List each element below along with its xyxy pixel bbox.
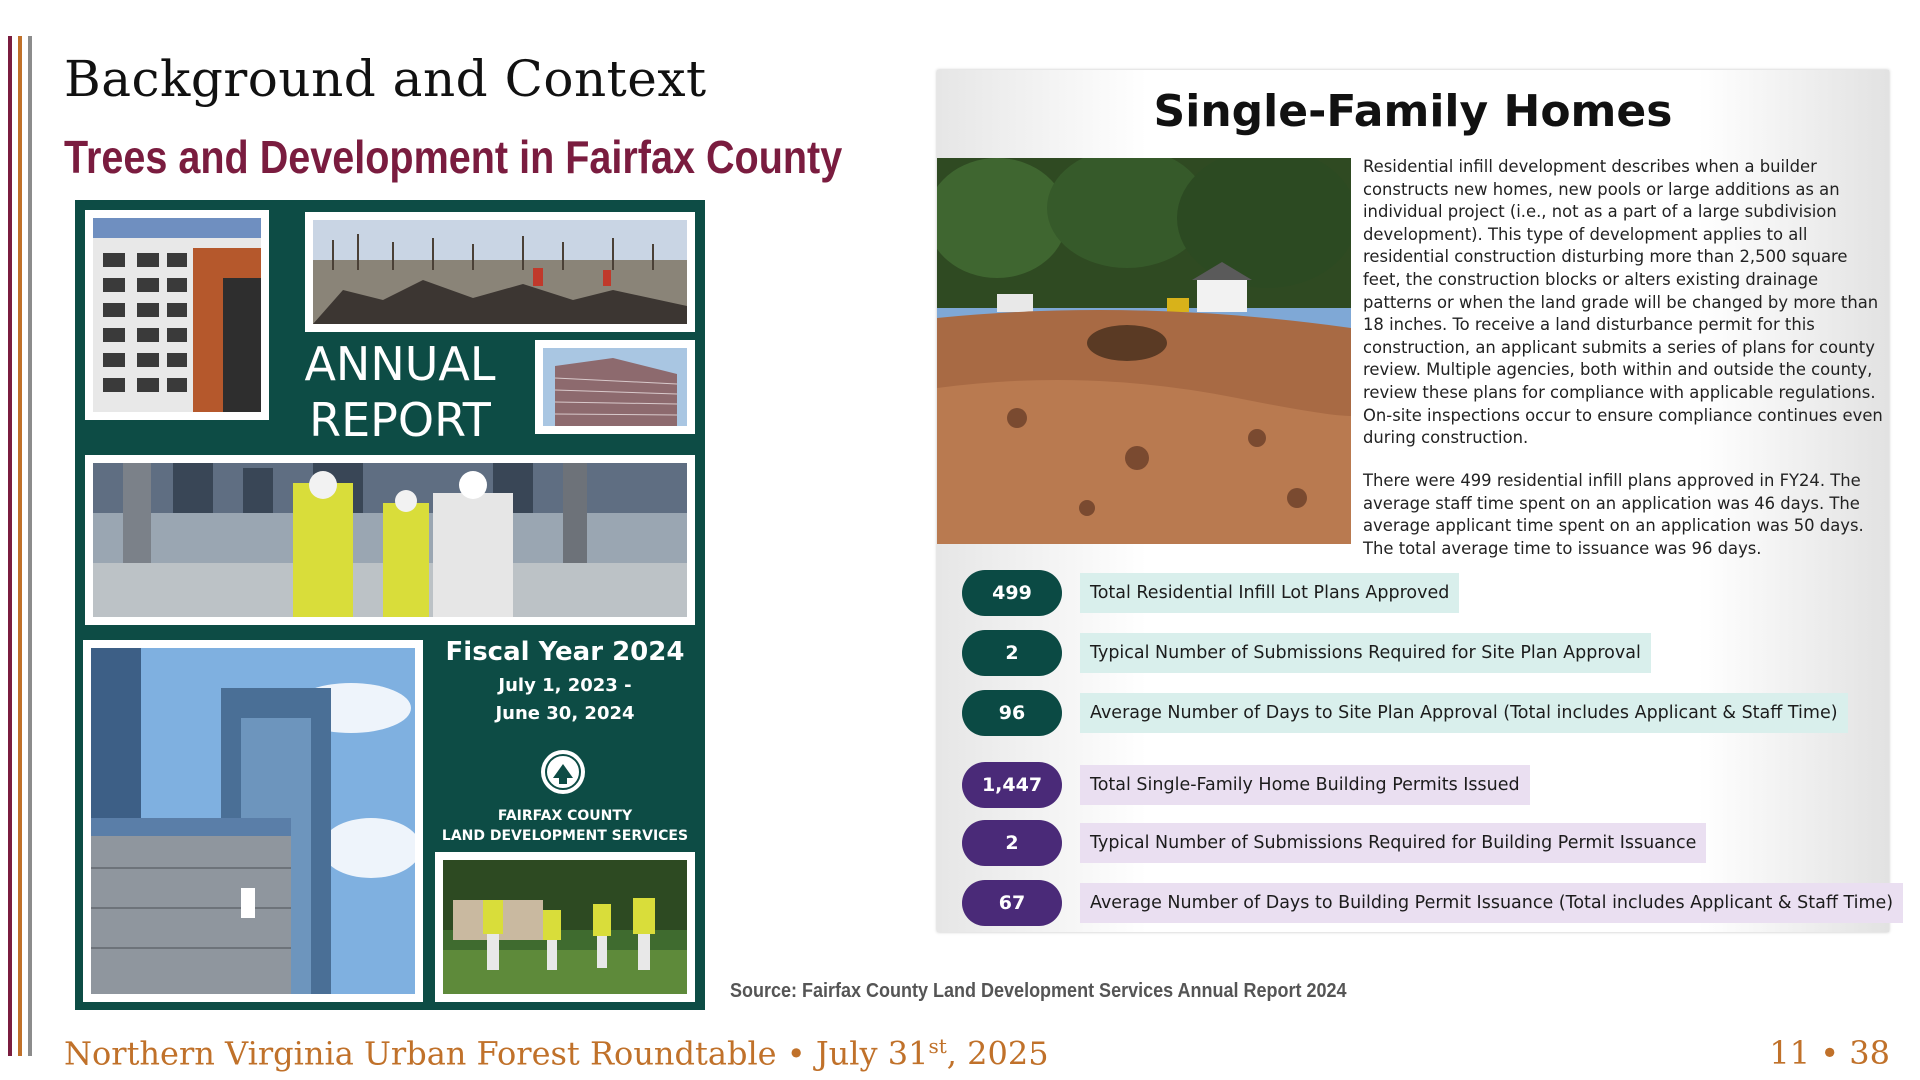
stat-row-infill-plans bbox=[962, 570, 1882, 616]
stat-row-site-plan-submissions bbox=[962, 630, 1882, 676]
annual-label: ANNUAL bbox=[304, 337, 496, 391]
accent-bar-gray bbox=[28, 36, 32, 1056]
stat-row-permit-days bbox=[962, 880, 1894, 926]
slide-title: Background and Context bbox=[64, 50, 707, 108]
stat-value-badge: 499 bbox=[962, 570, 1062, 616]
stat-label: Total Residential Infill Lot Plans Approved bbox=[1080, 573, 1459, 613]
office-building-photo bbox=[535, 340, 695, 434]
annual-report-heading bbox=[285, 336, 515, 448]
page-number: 11 • 38 bbox=[1769, 1034, 1890, 1072]
infill-description-paragraph: Residential infill development describes when a builder constructs new homes, new pools or large additions as an individual project (i.e., not as a part of a large subdivision development). This type of development applies to all residential construction disturbing more than 2,500 square feet, the construction blocks or alters existing drainage patterns or when the land grade will be changed by more than 18 inches. To receive a land disturbance permit for this construction, an applicant submits a series of plans for county review. Multiple agencies, both within and outside the county, review these plans for compliance with applicable regulations. On-site inspections occur to ensure compliance continues even during construction. bbox=[1363, 157, 1883, 448]
annual-report-cover bbox=[75, 200, 705, 1010]
inspectors-yard-photo bbox=[435, 852, 695, 1002]
source-citation: Source: Fairfax County Land Development Services Annual Report 2024 bbox=[730, 980, 1347, 1002]
fiscal-date-start: July 1, 2023 - bbox=[498, 675, 632, 696]
footer-year: , 2025 bbox=[946, 1034, 1049, 1073]
demolition-site-photo bbox=[305, 212, 695, 332]
footer-text: Northern Virginia Urban Forest Roundtable • July 31 bbox=[64, 1034, 929, 1073]
organization-name bbox=[425, 806, 705, 846]
panel-title: Single-Family Homes bbox=[1153, 86, 1673, 137]
inspectors-rooftop-photo bbox=[85, 455, 695, 625]
stat-value-badge: 67 bbox=[962, 880, 1062, 926]
stat-label: Total Single-Family Home Building Permits Issued bbox=[1080, 765, 1530, 805]
stat-value-badge: 2 bbox=[962, 820, 1062, 866]
accent-bar-orange bbox=[18, 36, 22, 1056]
org-line-1: FAIRFAX COUNTY bbox=[497, 808, 633, 824]
fiscal-date-end: June 30, 2024 bbox=[495, 703, 635, 724]
stat-label: Typical Number of Submissions Required for Building Permit Issuance bbox=[1080, 823, 1706, 863]
stat-row-building-permits bbox=[962, 762, 1882, 808]
stat-row-site-plan-days bbox=[962, 690, 1882, 736]
stat-value-badge: 2 bbox=[962, 630, 1062, 676]
stat-row-permit-submissions bbox=[962, 820, 1882, 866]
single-family-homes-panel bbox=[937, 70, 1894, 932]
glass-tower-photo bbox=[83, 640, 423, 1002]
accent-bar-maroon bbox=[8, 36, 12, 1056]
cleared-lot-photo bbox=[937, 158, 1351, 544]
stat-label: Typical Number of Submissions Required for Site Plan Approval bbox=[1080, 633, 1651, 673]
fairfax-county-seal-icon bbox=[539, 748, 587, 796]
fiscal-year-block bbox=[435, 632, 695, 728]
footer-event bbox=[64, 1034, 1049, 1073]
footer-ordinal: st bbox=[928, 1034, 947, 1058]
fiscal-year-label: Fiscal Year 2024 bbox=[445, 637, 685, 667]
report-label: REPORT bbox=[309, 393, 491, 447]
stat-label: Average Number of Days to Building Permit Issuance (Total includes Applicant & Staff Time) bbox=[1080, 883, 1903, 923]
stat-label: Average Number of Days to Site Plan Approval (Total includes Applicant & Staff Time) bbox=[1080, 693, 1848, 733]
org-line-2: LAND DEVELOPMENT SERVICES bbox=[441, 828, 689, 844]
stat-value-badge: 96 bbox=[962, 690, 1062, 736]
apartment-building-photo bbox=[85, 210, 269, 420]
fy24-summary-paragraph: There were 499 residential infill plans approved in FY24. The average staff time spent on an application was 46 days. The average applicant time spent on an application was 50 days. The total average time to issuance was 96 days. bbox=[1363, 471, 1864, 558]
slide-subtitle: Trees and Development in Fairfax County bbox=[64, 131, 843, 183]
stat-value-badge: 1,447 bbox=[962, 762, 1062, 808]
